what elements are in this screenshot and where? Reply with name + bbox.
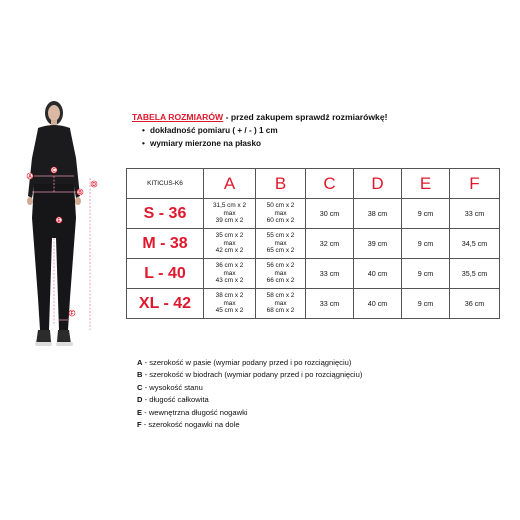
legend-text: - długość całkowita	[142, 395, 209, 405]
cell-a-max-label: max	[223, 209, 236, 217]
size-label: S - 36	[127, 199, 204, 229]
size-table	[126, 168, 500, 319]
model-top	[34, 125, 74, 184]
cell-b	[256, 199, 306, 229]
cell-d: 38 cm	[354, 199, 402, 229]
legend-key: A	[137, 358, 143, 367]
cell-a-min: 35 cm x 2	[215, 232, 244, 240]
legend-text: - szerokość w pasie (wymiar podany przed i po rozciągnięciu)	[142, 358, 352, 367]
cell-b-max: 68 cm x 2	[266, 307, 295, 315]
column-header-e: E	[402, 169, 450, 199]
marker-f: F	[70, 310, 74, 317]
model-face	[48, 105, 60, 121]
cell-a-min: 31,5 cm x 2	[212, 202, 247, 210]
legend-key: F	[137, 420, 142, 430]
column-header-b: B	[256, 169, 306, 199]
legend-key: E	[137, 407, 143, 417]
size-chart-header	[132, 111, 512, 150]
cell-a-max-label: max	[223, 239, 236, 247]
marker-a: A	[28, 173, 32, 180]
legend-item-a	[137, 357, 362, 369]
cell-b	[256, 229, 306, 259]
cell-f: 33 cm	[450, 199, 500, 229]
note-flat-measure: • wymiary mierzone na płasko	[142, 138, 512, 151]
cell-a-min: 36 cm x 2	[215, 262, 244, 270]
cell-a	[204, 229, 256, 259]
cell-e: 9 cm	[402, 259, 450, 289]
marker-d: D	[92, 181, 96, 188]
model-code: KITICUS-K6	[127, 169, 204, 199]
cell-e: 9 cm	[402, 289, 450, 319]
cell-f: 36 cm	[450, 289, 500, 319]
cell-a	[204, 199, 256, 229]
cell-b-min: 56 cm x 2	[266, 262, 295, 270]
cell-a-max: 39 cm x 2	[215, 217, 244, 225]
cell-c: 32 cm	[306, 229, 354, 259]
cell-a	[204, 259, 256, 289]
cell-a-max: 42 cm x 2	[215, 247, 244, 255]
marker-c: C	[52, 167, 56, 174]
cell-f: 34,5 cm	[450, 229, 500, 259]
model-illustration	[10, 98, 120, 376]
legend-key: D	[137, 395, 143, 405]
cell-b-max-label: max	[274, 209, 287, 217]
cell-b-min: 50 cm x 2	[266, 202, 295, 210]
cell-a-max-label: max	[223, 269, 236, 277]
model-figure	[10, 98, 120, 376]
model-left-hand	[27, 197, 33, 205]
cell-d: 40 cm	[354, 289, 402, 319]
size-chart-title: TABELA ROZMIARÓW	[132, 112, 224, 122]
cell-b-max: 66 cm x 2	[266, 277, 295, 285]
table-row	[127, 229, 500, 259]
table-row	[127, 259, 500, 289]
table-row	[127, 199, 500, 229]
note-accuracy: • dokładność pomiaru ( + / - ) 1 cm	[142, 125, 512, 138]
size-label: XL - 42	[127, 289, 204, 319]
legend-text: - wewnętrzna długość nogawki	[142, 407, 248, 417]
legend-text: - szerokość nogawki na dole	[141, 420, 240, 430]
cell-b	[256, 259, 306, 289]
size-chart-subtitle: - przed zakupem sprawdź rozmiarówkę!	[223, 112, 388, 122]
size-label: L - 40	[127, 259, 204, 289]
table-row	[127, 289, 500, 319]
column-header-c: C	[306, 169, 354, 199]
cell-a-min: 38 cm x 2	[215, 292, 244, 300]
legend-key: B	[137, 370, 143, 380]
cell-d: 40 cm	[354, 259, 402, 289]
cell-b-max-label: max	[274, 299, 287, 307]
cell-b-max: 65 cm x 2	[266, 247, 295, 255]
cell-e: 9 cm	[402, 199, 450, 229]
column-header-f: F	[450, 169, 500, 199]
table-header-row	[127, 169, 500, 199]
model-right-hand	[75, 197, 81, 205]
cell-b-max-label: max	[274, 239, 287, 247]
model-left-shoe	[36, 330, 51, 344]
cell-b-max-label: max	[274, 269, 287, 277]
cell-b-min: 55 cm x 2	[266, 232, 295, 240]
legend-item-e	[137, 407, 362, 419]
size-label: M - 38	[127, 229, 204, 259]
cell-b-min: 58 cm x 2	[266, 292, 295, 300]
cell-d: 39 cm	[354, 229, 402, 259]
marker-e: E	[57, 217, 61, 224]
model-right-sole	[56, 342, 73, 346]
model-right-shoe	[57, 330, 71, 344]
legend-item-b	[137, 369, 362, 381]
cell-e: 9 cm	[402, 229, 450, 259]
cell-a	[204, 289, 256, 319]
measurement-notes	[132, 125, 512, 150]
legend-key: C	[137, 382, 143, 392]
cell-f: 35,5 cm	[450, 259, 500, 289]
marker-b: B	[78, 189, 82, 196]
legend-item-c	[137, 382, 362, 394]
header-line	[132, 111, 512, 123]
cell-a-max: 43 cm x 2	[215, 277, 244, 285]
cell-b	[256, 289, 306, 319]
model-left-sole	[35, 342, 52, 346]
cell-c: 33 cm	[306, 289, 354, 319]
legend-text: - wysokość stanu	[142, 382, 203, 392]
cell-c: 30 cm	[306, 199, 354, 229]
cell-b-max: 60 cm x 2	[266, 217, 295, 225]
column-header-d: D	[354, 169, 402, 199]
cell-a-max-label: max	[223, 299, 236, 307]
column-header-a: A	[204, 169, 256, 199]
legend-item-f	[137, 419, 362, 431]
legend-text: - szerokość w biodrach (wymiar podany przed i po rozciągnięciu)	[142, 370, 363, 380]
cell-a-max: 45 cm x 2	[215, 307, 244, 315]
legend-item-d	[137, 394, 362, 406]
measurement-legend	[137, 357, 362, 431]
cell-c: 33 cm	[306, 259, 354, 289]
